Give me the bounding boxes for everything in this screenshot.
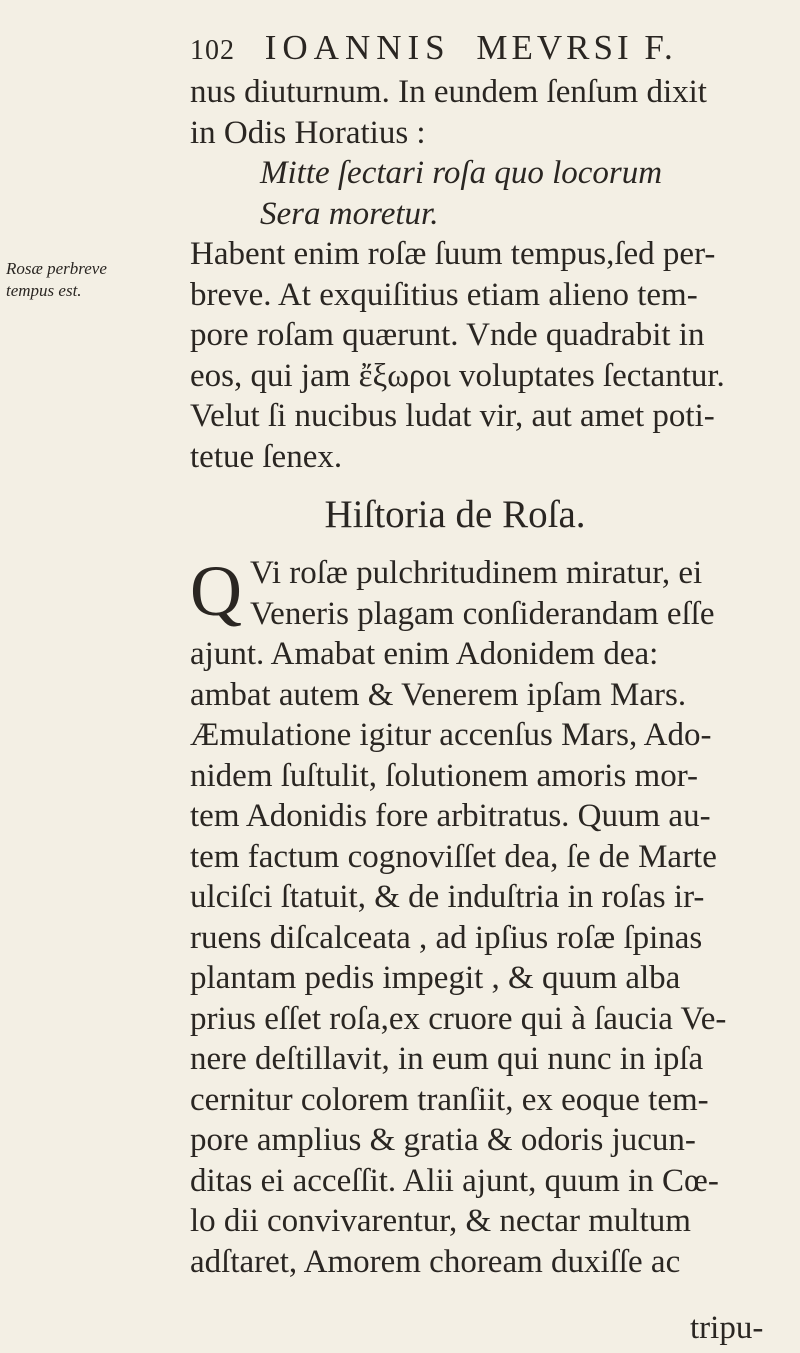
text-line: Æmulatione igitur accenſus Mars, Ado-	[190, 717, 712, 753]
author-last-name: MEVRSI	[476, 28, 633, 67]
header-suffix: F.	[644, 28, 676, 67]
text-line: nus diuturnum. In eundem ſenſum dixit	[190, 74, 707, 110]
text-line: ambat autem & Venerem ipſam Mars.	[190, 676, 687, 713]
text-line: ditas ei acceſſit. Alii ajunt, quum in Cœ-	[190, 1162, 719, 1199]
text-line: ajunt. Amabat enim Adonidem dea:	[190, 636, 659, 672]
running-header	[190, 28, 750, 68]
verse-line: Mitte ſectari roſa quo locorum	[260, 155, 663, 191]
text-line: Habent enim roſæ ſuum tempus,ſed per-	[190, 236, 716, 272]
text-line: pore roſam quærunt. Vnde quadrabit in	[190, 317, 705, 353]
text-line: nere deſtillavit, in eum qui nunc in ipſa	[190, 1041, 704, 1077]
text-line: lo dii convivarentur, & nectar multum	[190, 1203, 691, 1239]
text-line: cernitur colorem tranſiit, ex eoque tem-	[190, 1081, 709, 1118]
dropcap-paragraph	[190, 553, 780, 634]
text-line: ulciſci ſtatuit, & de induſtria in roſas ir-	[190, 879, 705, 915]
dropcap-letter: Q	[190, 551, 242, 631]
page-number: 102	[190, 35, 235, 66]
text-line: Vi roſæ pulchritudinem miratur, ei	[250, 555, 703, 591]
marginal-note	[6, 258, 186, 302]
text-line: in Odis Horatius :	[190, 114, 426, 151]
text-line: adſtaret, Amorem choream duxiſſe ac	[190, 1243, 681, 1280]
text-line: prius eſſet roſa,ex cruore qui à ſaucia Ve-	[190, 1000, 727, 1037]
text-line: Velut ſi nucibus ludat vir, aut amet poti-	[190, 398, 715, 434]
text-line: ruens diſcalceata , ad ipſius roſæ ſpinas	[190, 919, 703, 956]
text-line: tetue ſenex.	[190, 438, 343, 475]
margin-note-line: Rosæ perbreve	[6, 259, 107, 278]
text-line: tem factum cognoviſſet dea, ſe de Marte	[190, 838, 717, 875]
text-line: tem Adonidis fore arbitratus. Quum au-	[190, 798, 711, 834]
text-line: breve. At exquiſitius etiam alieno tem-	[190, 276, 698, 313]
catchword: tripu-	[690, 1310, 764, 1346]
text-line: Veneris plagam conſiderandam eſſe	[250, 595, 715, 632]
section-title: Hiſtoria de Roſa.	[324, 493, 586, 536]
verse-line: Sera moretur.	[260, 195, 439, 232]
text-line: eos, qui jam ἔξωροι voluptates ſectantur.	[190, 357, 725, 394]
margin-note-line: tempus est.	[6, 281, 82, 300]
author-first-name: IOANNIS	[264, 28, 451, 67]
text-body	[190, 72, 780, 1282]
text-line: pore amplius & gratia & odoris jucun-	[190, 1122, 696, 1158]
text-line: plantam pedis impegit , & quum alba	[190, 960, 681, 996]
text-line: nidem ſuſtulit, ſolutionem amoris mor-	[190, 757, 699, 794]
